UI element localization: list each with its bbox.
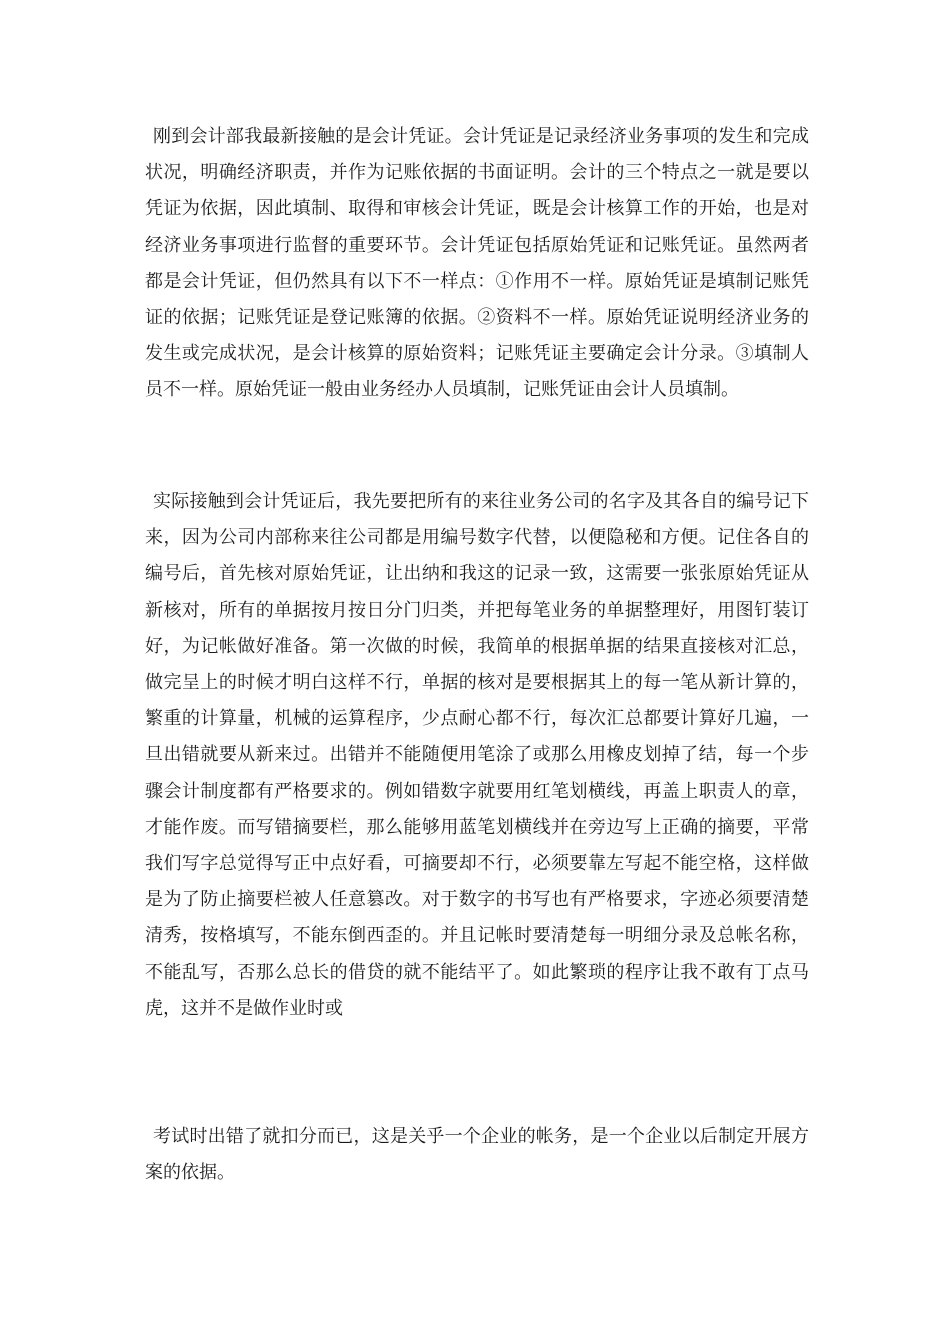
paragraph-accounting-vouchers: 刚到会计部我最新接触的是会计凭证。会计凭证是记录经济业务事项的发生和完成状况，明确经济职责，并作为记账依据的书面证明。会计的三个特点之一就是要以凭证为依据，因此填制、取得和审核会计凭证，既是会计核算工作的开始，也是对经济业务事项进行监督的重要环节。会计凭证包括原始凭证和记账凭证。虽然两者都是会计凭证，但仍然具有以下不一样点：①作用不一样。原始凭证是填制记账凭证的依据；记账凭证是登记账簿的依据。②资料不一样。原始凭证说明经济业务的发生或完成状况，是会计核算的原始资料；记账凭证主要确定会计分录。③填制人员不一样。原始凭证一般由业务经办人员填制，记账凭证由会计人员填制。 <box>145 126 809 401</box>
paragraph-voucher-practice: 实际接触到会计凭证后，我先要把所有的来往业务公司的名字及其各自的编号记下来，因为公司内部称来往公司都是用编号数字代替，以便隐秘和方便。记住各自的编号后，首先核对原始凭证，让出纳和我这的记录一致，这需要一张张原始凭证从新核对，所有的单据按月按日分门归类，并把每笔业务的单据整理好，用图钉装订好，为记帐做好准备。第一次做的时候，我简单的根据单据的结果直接核对汇总，做完呈上的时候才明白这样不行，单据的核对是要根据其上的每一笔从新计算的，繁重的计算量，机械的运算程序，少点耐心都不行，每次汇总都要计算好几遍，一旦出错就要从新来过。出错并不能随便用笔涂了或那么用橡皮划掉了结，每一个步骤会计制度都有严格要求的。例如错数字就要用红笔划横线，再盖上职责人的章，才能作废。而写错摘要栏，那么能够用蓝笔划横线并在旁边写上正确的摘要，平常我们写字总觉得写正中点好看，可摘要却不行，必须要靠左写起不能空格，这样做是为了防止摘要栏被人任意篡改。对于数字的书写也有严格要求，字迹必须要清楚清秀，按格填写，不能东倒西歪的。并且记帐时要清楚每一明细分录及总帐名称，不能乱写，否那么总长的借贷的就不能结平了。如此繁琐的程序让我不敢有丁点马虎，这并不是做作业时或 <box>145 491 809 1019</box>
paragraph-importance: 考试时出错了就扣分而已，这是关乎一个企业的帐务，是一个企业以后制定开展方案的依据。 <box>145 1126 809 1184</box>
